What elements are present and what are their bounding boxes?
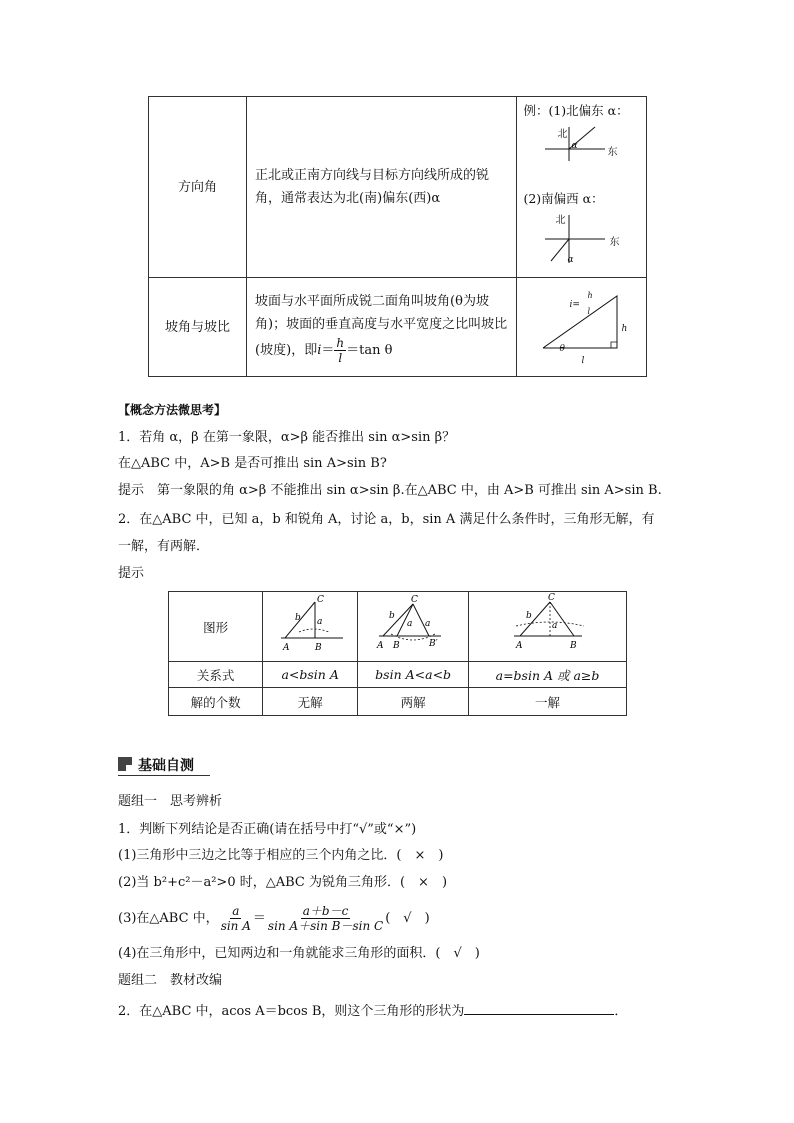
row-label-relation: 关系式 bbox=[169, 662, 263, 688]
question-1a: 1．若角 α，β 在第一象限，α>β 能否推出 sin α>sin β？ bbox=[118, 430, 456, 445]
problem-2 bbox=[118, 1000, 627, 1022]
twosol-a1: a bbox=[407, 619, 413, 629]
statement-3 bbox=[118, 902, 430, 936]
s3-f2-den: sin A＋sin B－sin C bbox=[267, 919, 384, 933]
twosol-Bp: B′ bbox=[429, 639, 438, 649]
north-label-1: 北 bbox=[557, 129, 568, 140]
question-2a: 2．在△ABC 中，已知 a，b 和锐角 A，讨论 a，b，sin A 满足什么条件时，三角形无解，有 bbox=[118, 512, 655, 527]
slope-angle-definition: 坡面与水平面所成锐二面角叫坡角(θ为坡角)；坡面的垂直高度与水平宽度之比叫坡比(坡度)，即i＝ $\frac{h}{l}$ ＝tan θ bbox=[247, 278, 517, 377]
relation-two-solutions: bsin A<a<b bbox=[358, 662, 469, 688]
alpha-label-2: α bbox=[567, 255, 574, 265]
statement-3-suffix: ( √ ) bbox=[385, 911, 430, 926]
alpha-label-1: α bbox=[571, 141, 578, 151]
slope-fig-i: i= bbox=[569, 300, 580, 310]
figure-two-solutions bbox=[358, 592, 469, 662]
relation-no-solution: a<bsin A bbox=[263, 662, 358, 688]
group-1-title: 题组一 思考辨析 bbox=[118, 794, 223, 809]
group-2-title: 题组二 教材改编 bbox=[118, 973, 223, 988]
direction-angle-examples bbox=[517, 97, 647, 278]
slope-l: l bbox=[338, 350, 343, 365]
slope-i: i bbox=[317, 342, 322, 358]
section-title: 基础自测 bbox=[138, 758, 194, 774]
question-1b: 在△ABC 中，A>B 是否可推出 sin A>sin B? bbox=[118, 456, 387, 471]
tip-1: 提示 第一象限的角 α>β 不能推出 sin α>sin β.在△ABC 中，由 A>B 可推出 sin A>sin B. bbox=[118, 483, 662, 498]
onesol-b: b bbox=[525, 611, 532, 621]
slope-fig-h-small: h bbox=[587, 291, 593, 300]
nosol-a: a bbox=[317, 617, 323, 627]
twosol-B: B bbox=[393, 641, 400, 651]
problem-2-text: 2．在△ABC 中，acos A＝bcos B，则这个三角形的形状为 bbox=[118, 1004, 465, 1019]
slope-fig-h: h bbox=[621, 324, 628, 334]
onesol-B: B bbox=[569, 641, 577, 651]
question-2b: 一解，有两解． bbox=[118, 539, 210, 554]
onesol-A: A bbox=[515, 641, 523, 651]
twosol-b: b bbox=[389, 611, 395, 621]
one-solution-diagram bbox=[470, 592, 626, 658]
slope-desc-text: 坡面与水平面所成锐二面角叫坡角(θ为坡角)；坡面的垂直高度与水平宽度之比叫坡比(坡度)，即 bbox=[255, 293, 508, 358]
statement-3-prefix: (3)在△ABC 中， bbox=[118, 911, 219, 926]
slope-tan: tan θ bbox=[359, 342, 393, 358]
problem-2-end: ． bbox=[614, 1004, 628, 1019]
angle-definition-table bbox=[148, 96, 647, 377]
slope-fig-l: l bbox=[581, 356, 585, 366]
onesol-C: C bbox=[547, 593, 555, 603]
statement-2: (2)当 b²+c²－a²>0 时，△ABC 为锐角三角形．( × ) bbox=[118, 875, 448, 890]
count-no-solution: 无解 bbox=[263, 688, 358, 716]
nosol-A: A bbox=[283, 643, 290, 653]
nosol-b: b bbox=[295, 613, 301, 623]
no-solution-diagram bbox=[263, 592, 357, 658]
triangle-solution-table bbox=[168, 591, 627, 716]
slope-fraction bbox=[334, 336, 346, 365]
s3-eq: ＝ bbox=[252, 911, 266, 926]
term-slope-angle: 坡角与坡比 bbox=[149, 278, 247, 377]
example-2-label: (2)南偏西 α： bbox=[523, 191, 604, 206]
count-one-solution: 一解 bbox=[469, 688, 627, 716]
s3-f1-num: a bbox=[232, 904, 240, 918]
slope-fig-theta: θ bbox=[559, 344, 565, 354]
s3-f1-den: sin A bbox=[220, 919, 251, 933]
twosol-a2: a bbox=[425, 619, 431, 629]
figure-one-solution bbox=[469, 592, 627, 662]
nosol-C: C bbox=[317, 595, 325, 605]
twosol-A: A bbox=[377, 641, 384, 651]
answer-blank[interactable] bbox=[464, 1000, 614, 1015]
figure-no-solution bbox=[263, 592, 358, 662]
concept-heading: 【概念方法微思考】 bbox=[118, 403, 227, 417]
north-label-2: 北 bbox=[555, 215, 566, 226]
example-1-label: 例：(1)北偏东 α： bbox=[523, 103, 629, 118]
direction-angle-definition: 正北或正南方向线与目标方向线所成的锐角，通常表达为北(南)偏东(西)α bbox=[247, 97, 517, 278]
north-east-diagram bbox=[545, 125, 615, 161]
slope-diagram-cell bbox=[517, 278, 647, 377]
onesol-a: a bbox=[551, 621, 557, 631]
statement-3-frac-left bbox=[219, 904, 253, 933]
row-label-count: 解的个数 bbox=[169, 688, 263, 716]
problem-1: 1．判断下列结论是否正确(请在括号中打“√”或“×”) bbox=[118, 822, 417, 837]
slope-fig-l-small: l bbox=[587, 307, 591, 316]
relation-one-solution: a=bsin A 或 a≥b bbox=[469, 662, 627, 688]
s3-f2-num: a＋b－c bbox=[302, 904, 349, 918]
section-square-icon bbox=[118, 757, 132, 771]
term-direction-angle: 方向角 bbox=[149, 97, 247, 278]
nosol-B: B bbox=[315, 643, 322, 653]
header-figure: 图形 bbox=[169, 592, 263, 662]
statement-3-frac-right bbox=[266, 904, 385, 933]
count-two-solutions: 两解 bbox=[358, 688, 469, 716]
two-solution-diagram bbox=[359, 592, 467, 658]
section-heading bbox=[118, 753, 210, 776]
tip-2-label: 提示 bbox=[118, 566, 145, 581]
east-label-2: 东 bbox=[609, 237, 620, 248]
statement-1: (1)三角形中三边之比等于相应的三个内角之比．( × ) bbox=[118, 848, 444, 863]
east-label-1: 东 bbox=[607, 147, 618, 158]
slope-h: h bbox=[336, 335, 345, 350]
statement-4: (4)在三角形中，已知两边和一角就能求三角形的面积．( √ ) bbox=[118, 946, 480, 961]
twosol-C: C bbox=[411, 595, 418, 605]
